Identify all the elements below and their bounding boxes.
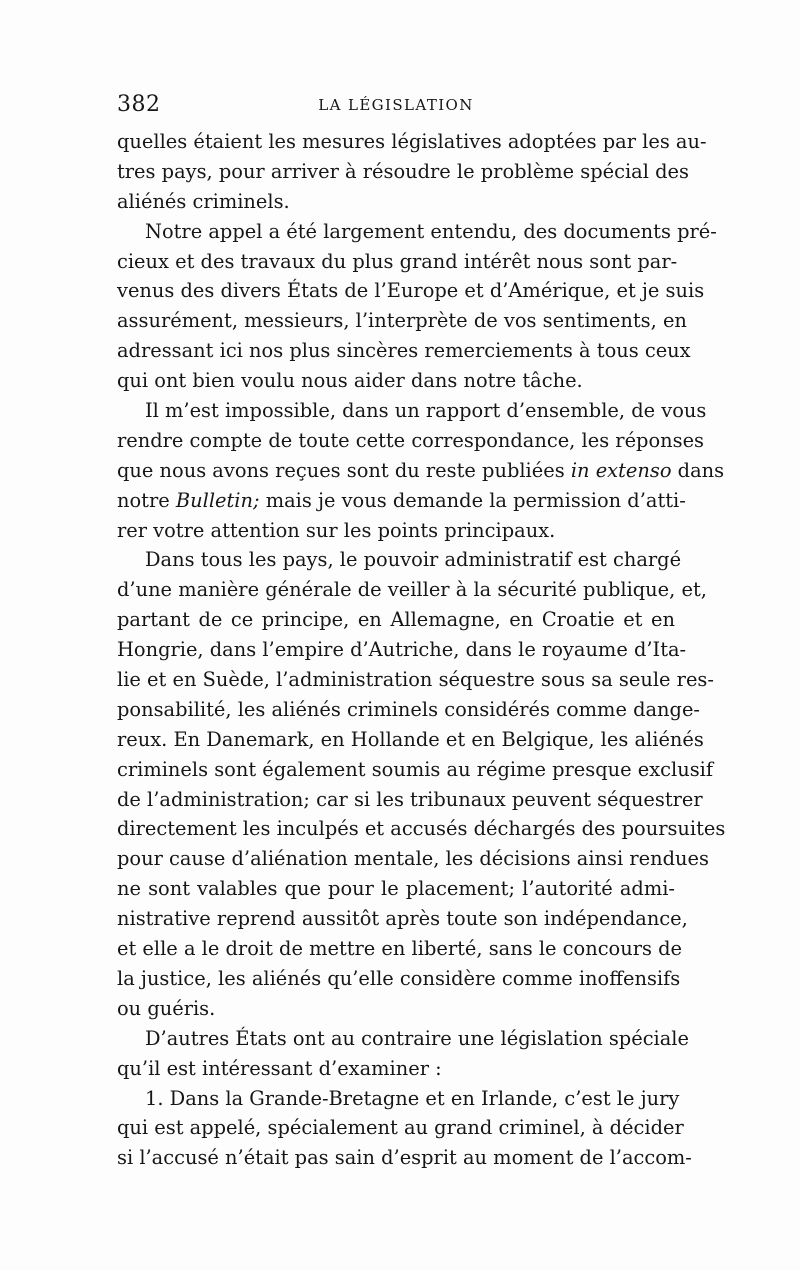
text-line: assurément, messieurs, l’interprète de vos sentiments, en: [117, 309, 687, 333]
text-line: et elle a le droit de mettre en liberté, sans le concours de: [117, 937, 682, 961]
text-line: rendre compte de toute cette correspondance, les réponses: [117, 428, 705, 452]
text-line: partant de ce principe, en Allemagne, en Croatie et en: [117, 608, 675, 632]
text-line: cieux et des travaux du plus grand intérêt nous sont par-: [117, 249, 678, 273]
text-run: mais je vous demande la permission d’atti-: [265, 488, 686, 512]
italic-text: Bulletin;: [175, 488, 260, 512]
text-line: qu’il est intéressant d’examiner :: [117, 1056, 442, 1080]
text-line: qui est appelé, spécialement au grand criminel, à décider: [117, 1116, 684, 1140]
text-line: rer votre attention sur les points principaux.: [117, 518, 556, 542]
text-line: Hongrie, dans l’empire d’Autriche, dans le royaume d’Ita-: [117, 638, 687, 662]
text-line: aliénés criminels.: [117, 189, 290, 213]
text-line: d’une manière générale de veiller à la sécurité publique, et,: [117, 578, 707, 602]
text-line: D’autres États ont au contraire une législation spéciale: [145, 1026, 689, 1050]
text-line: reux. En Danemark, en Hollande et en Belgique, les aliénés: [117, 727, 704, 751]
text-line: pour cause d’aliénation mentale, les décisions ainsi rendues: [117, 847, 709, 871]
text-line: 1. Dans la Grande-Bretagne et en Irlande, c’est le jury: [145, 1086, 680, 1110]
text-line: ou guéris.: [117, 996, 216, 1020]
text-run: notre: [117, 488, 170, 512]
text-line: adressant ici nos plus sincères remerciements à tous ceux: [117, 339, 691, 363]
text-run: que nous avons reçues sont du reste publiées: [117, 458, 565, 482]
text-line: ponsabilité, les aliénés criminels considérés comme dange-: [117, 697, 700, 721]
page-number: 382: [117, 92, 161, 117]
text-line: directement les inculpés et accusés déchargés des poursuites: [117, 817, 726, 841]
text-line: Il m’est impossible, dans un rapport d’ensemble, de vous: [145, 399, 707, 423]
text-line: de l’administration; car si les tribunaux peuvent séquestrer: [117, 787, 703, 811]
text-line: [117, 456, 725, 486]
text-run: dans: [677, 458, 725, 482]
text-line: si l’accusé n’était pas sain d’esprit au moment de l’accom-: [117, 1146, 692, 1170]
text-line: lie et en Suède, l’administration séquestre sous sa seule res-: [117, 668, 714, 692]
text-line: [117, 486, 686, 516]
text-line: qui ont bien voulu nous aider dans notre tâche.: [117, 369, 583, 393]
text-line: ne sont valables que pour le placement; l’autorité admi-: [117, 877, 675, 901]
text-line: criminels sont également soumis au régime presque exclusif: [117, 757, 714, 781]
text-line: la justice, les aliénés qu’elle considère comme inoffensifs: [117, 966, 681, 990]
text-line: venus des divers États de l’Europe et d’Amérique, et je suis: [117, 279, 705, 303]
text-line: Dans tous les pays, le pouvoir administratif est chargé: [145, 548, 682, 572]
running-head: [117, 92, 675, 122]
italic-text: in extenso: [570, 458, 672, 482]
running-title: LA LÉGISLATION: [318, 96, 474, 114]
body-text: [117, 127, 726, 1173]
text-line: nistrative reprend aussitôt après toute son indépendance,: [117, 907, 688, 931]
text-line: quelles étaient les mesures législatives adoptées par les au-: [117, 130, 707, 153]
text-line: tres pays, pour arriver à résoudre le problème spécial des: [117, 159, 689, 183]
text-line: Notre appel a été largement entendu, des documents pré-: [145, 219, 717, 243]
